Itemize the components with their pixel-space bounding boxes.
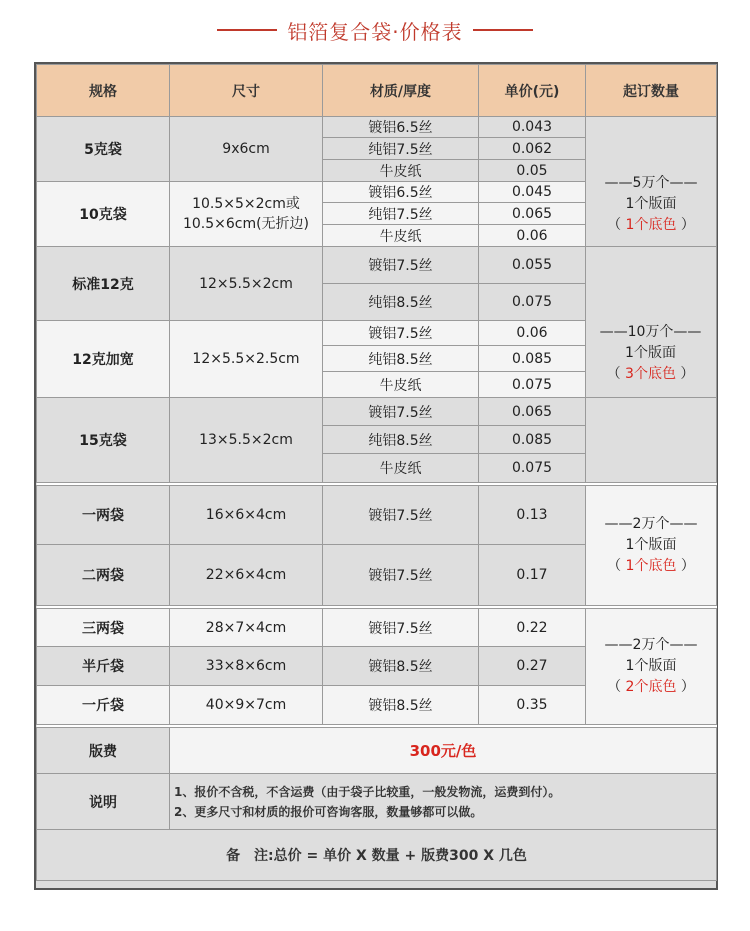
remark-cell xyxy=(37,830,717,881)
title-bar xyxy=(0,10,750,50)
paren-open: （ xyxy=(606,366,626,382)
order-color: 1个底色 xyxy=(625,558,677,574)
price: 0.06 xyxy=(479,321,586,346)
remark-row xyxy=(37,830,717,881)
price-table-frame xyxy=(34,62,718,890)
bag-size: 13×5.5×2cm xyxy=(170,398,323,483)
order-plates: 1个版面 xyxy=(625,658,677,674)
material: 镀铝7.5丝 xyxy=(323,486,479,545)
price-table xyxy=(36,64,717,881)
material: 镀铝7.5丝 xyxy=(323,609,479,647)
table-row xyxy=(37,117,717,138)
material: 镀铝8.5丝 xyxy=(323,647,479,686)
material: 镀铝6.5丝 xyxy=(323,117,479,138)
paren-close: ） xyxy=(676,679,695,695)
order-qty: ——2万个—— xyxy=(604,516,698,532)
header-row xyxy=(37,65,717,117)
bag-size: 22×6×4cm xyxy=(170,545,323,606)
table-row xyxy=(37,609,717,647)
material: 纯铝8.5丝 xyxy=(323,346,479,372)
bag-size: 12×5.5×2.5cm xyxy=(170,321,323,398)
table-row xyxy=(37,247,717,284)
material: 牛皮纸 xyxy=(323,372,479,398)
order-qty: ——5万个—— xyxy=(604,175,698,191)
order-col-blank xyxy=(586,454,717,483)
header-spec: 规格 xyxy=(37,65,170,117)
order-note-d xyxy=(586,609,717,725)
material: 镀铝7.5丝 xyxy=(323,321,479,346)
bag-size: 16×6×4cm xyxy=(170,486,323,545)
price: 0.043 xyxy=(479,117,586,138)
price: 0.085 xyxy=(479,426,586,454)
table-row xyxy=(37,398,717,426)
order-plates: 1个版面 xyxy=(625,537,677,553)
title-right-rule xyxy=(473,29,533,31)
material: 镀铝6.5丝 xyxy=(323,182,479,203)
title-left-rule xyxy=(217,29,277,31)
price: 0.35 xyxy=(479,686,586,725)
table-row xyxy=(37,486,717,545)
price: 0.062 xyxy=(479,138,586,160)
header-min-order: 起订数量 xyxy=(586,65,717,117)
order-col-blank xyxy=(586,426,717,454)
material: 纯铝8.5丝 xyxy=(323,426,479,454)
price: 0.27 xyxy=(479,647,586,686)
bag-size: 28×7×4cm xyxy=(170,609,323,647)
header-material: 材质/厚度 xyxy=(323,65,479,117)
order-note-a xyxy=(586,117,717,247)
material: 镀铝7.5丝 xyxy=(323,247,479,284)
material: 镀铝7.5丝 xyxy=(323,545,479,606)
price: 0.055 xyxy=(479,247,586,284)
price: 0.085 xyxy=(479,346,586,372)
price: 0.22 xyxy=(479,609,586,647)
order-color: 1个底色 xyxy=(625,217,677,233)
spacer xyxy=(586,236,716,246)
material: 牛皮纸 xyxy=(323,160,479,182)
price: 0.13 xyxy=(479,486,586,545)
material: 纯铝7.5丝 xyxy=(323,203,479,225)
price: 0.065 xyxy=(479,398,586,426)
paren-open: （ xyxy=(607,558,626,574)
material: 纯铝8.5丝 xyxy=(323,284,479,321)
bag-name: 半斤袋 xyxy=(37,647,170,686)
order-note-c xyxy=(586,486,717,606)
notes-cell xyxy=(170,774,717,830)
price: 0.075 xyxy=(479,454,586,483)
header-size: 尺寸 xyxy=(170,65,323,117)
material: 牛皮纸 xyxy=(323,225,479,247)
paren-close: ） xyxy=(676,558,695,574)
price: 0.075 xyxy=(479,372,586,398)
order-note-b-overlay xyxy=(585,322,716,385)
material: 牛皮纸 xyxy=(323,454,479,483)
order-color: 3个底色 xyxy=(625,366,676,382)
bag-name: 二两袋 xyxy=(37,545,170,606)
order-qty: ——2万个—— xyxy=(604,637,698,653)
bag-name: 一斤袋 xyxy=(37,686,170,725)
bag-name: 三两袋 xyxy=(37,609,170,647)
notes-label: 说明 xyxy=(37,774,170,830)
bag-name: 一两袋 xyxy=(37,486,170,545)
price: 0.045 xyxy=(479,182,586,203)
bag-name: 10克袋 xyxy=(37,182,170,247)
price: 0.05 xyxy=(479,160,586,182)
note-line-1: 1、报价不含税，不含运费（由于袋子比较重，一般发物流，运费到付）。 xyxy=(174,784,561,799)
order-color: 2个底色 xyxy=(625,679,677,695)
bag-size: 40×9×7cm xyxy=(170,686,323,725)
bag-size: 33×8×6cm xyxy=(170,647,323,686)
fee-row xyxy=(37,728,717,774)
paren-open: （ xyxy=(607,679,626,695)
bag-size: 12×5.5×2cm xyxy=(170,247,323,321)
bag-name: 5克袋 xyxy=(37,117,170,182)
price: 0.17 xyxy=(479,545,586,606)
fee-label: 版费 xyxy=(37,728,170,774)
header-price: 单价(元) xyxy=(479,65,586,117)
page-title: 铝箔复合袋·价格表 xyxy=(287,19,463,44)
order-color-line xyxy=(586,556,716,577)
material: 镀铝8.5丝 xyxy=(323,686,479,725)
order-plates: 1个版面 xyxy=(625,196,677,212)
bag-name: 标准12克 xyxy=(37,247,170,321)
order-plates: 1个版面 xyxy=(625,345,676,361)
paren-close: ） xyxy=(675,366,695,382)
order-color-line xyxy=(586,677,716,698)
fee-value-cell xyxy=(170,728,717,774)
price: 0.06 xyxy=(479,225,586,247)
bag-name: 15克袋 xyxy=(37,398,170,483)
notes-row xyxy=(37,774,717,830)
bag-name: 12克加宽 xyxy=(37,321,170,398)
order-qty: ——10万个—— xyxy=(599,324,702,340)
price: 0.065 xyxy=(479,203,586,225)
bag-size: 9x6cm xyxy=(170,117,323,182)
fee-value: 300元/色 xyxy=(409,742,477,760)
price: 0.075 xyxy=(479,284,586,321)
order-color-line xyxy=(586,215,716,236)
order-color-line xyxy=(585,364,716,385)
material: 镀铝7.5丝 xyxy=(323,398,479,426)
paren-open: （ xyxy=(607,217,626,233)
bag-size: 10.5×5×2cm或 10.5×6cm(无折边) xyxy=(170,182,323,247)
remark-text: 备 注:总价 = 单价 X 数量 + 版费300 X 几色 xyxy=(226,848,527,864)
note-line-2: 2、更多尺寸和材质的报价可咨询客服，数量够都可以做。 xyxy=(174,804,483,819)
material: 纯铝7.5丝 xyxy=(323,138,479,160)
order-col-blank xyxy=(586,398,717,426)
paren-close: ） xyxy=(676,217,695,233)
